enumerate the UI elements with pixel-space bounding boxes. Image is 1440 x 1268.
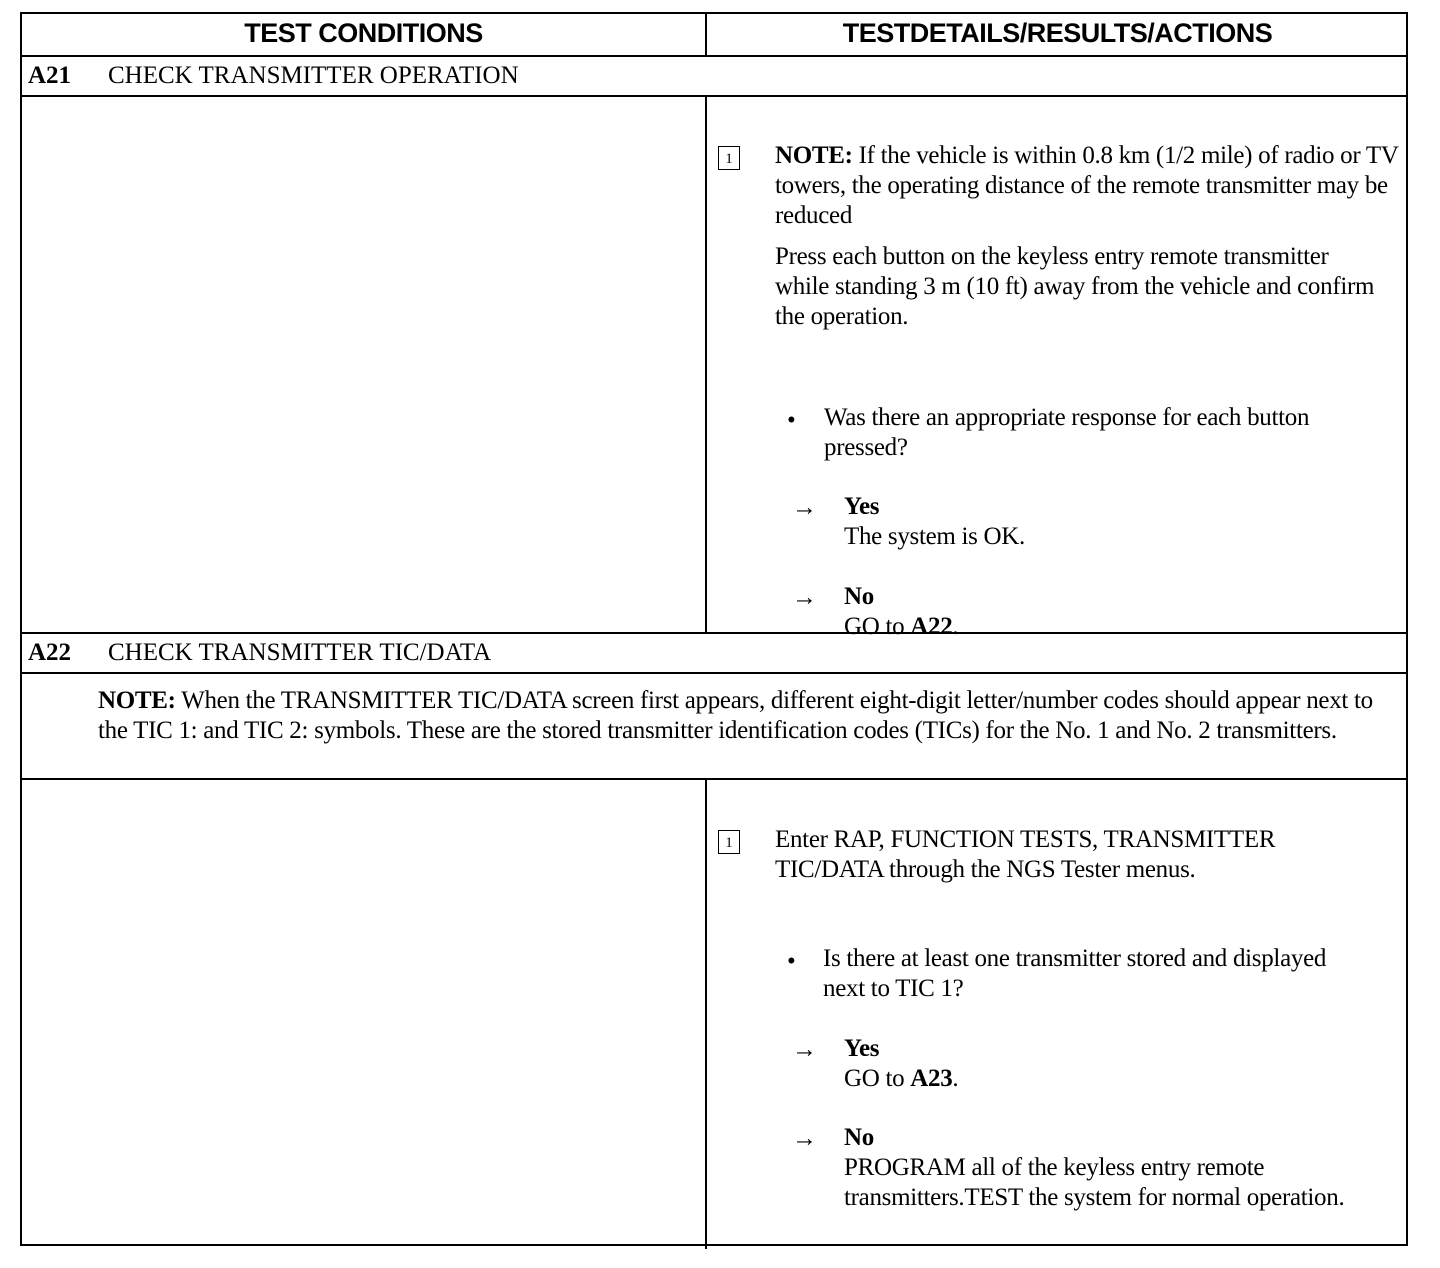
a22-question: Is there at least one transmitter stored and displayed next to TIC 1? [823, 945, 1327, 1002]
divider [705, 96, 707, 632]
arrow-icon: → [792, 1125, 817, 1152]
a21-yes [844, 492, 1025, 552]
no-text: GO to [844, 613, 911, 640]
section-title: CHECK TRANSMITTER OPERATION [108, 62, 519, 89]
arrow-icon: → [792, 584, 817, 611]
step-number-box: 1 [718, 146, 740, 170]
divider [22, 632, 1406, 634]
section-id: A21 [28, 62, 72, 89]
a22-instruction: Enter RAP, FUNCTION TESTS, TRANSMITTER TIC/DATA through the NGS Tester menus. [775, 826, 1276, 883]
step-number-box: 1 [718, 830, 740, 854]
a21-note [775, 141, 1405, 231]
no-label: No [844, 1124, 874, 1151]
yes-label: Yes [844, 1035, 880, 1062]
divider [705, 14, 707, 56]
yes-text: GO to [844, 1065, 911, 1092]
note-label: NOTE: [775, 142, 853, 169]
divider [22, 55, 1406, 57]
no-label: No [844, 583, 874, 610]
section-id: A22 [28, 639, 72, 666]
a22-no [844, 1123, 1394, 1213]
header-test-details: TESTDETAILS/RESULTS/ACTIONS [842, 18, 1273, 48]
yes-ref: A23 [910, 1065, 953, 1092]
arrow-icon: → [792, 494, 817, 521]
note-label: NOTE: [98, 687, 176, 714]
yes-label: Yes [844, 493, 880, 520]
yes-suffix: . [952, 1065, 959, 1092]
no-ref: A22 [910, 613, 953, 640]
test-table [20, 12, 1408, 1246]
a22-note [98, 686, 1388, 746]
section-title-a21 [28, 62, 519, 90]
section-title: CHECK TRANSMITTER TIC/DATA [108, 639, 492, 666]
divider [22, 95, 1406, 97]
a21-instruction: Press each button on the keyless entry remote transmitter while standing 3 m (10 ft) away from the vehicle and confirm the operation. [775, 243, 1375, 330]
no-suffix: . [952, 613, 959, 640]
a22-yes [844, 1034, 958, 1094]
note-text: When the TRANSMITTER TIC/DATA screen first appears, different eight-digit letter/number codes should appear next to the TIC 1: and TIC 2: symbols. These are the stored transmitter identification codes (TICs) for the No. 1 and No. 2 transmitters. [98, 687, 1373, 744]
bullet-icon: • [787, 948, 796, 975]
divider [22, 778, 1406, 780]
a21-question: Was there an appropriate response for each button pressed? [824, 404, 1310, 461]
yes-text: The system is OK. [844, 523, 1025, 550]
header-test-conditions: TEST CONDITIONS [244, 18, 483, 48]
divider [705, 779, 707, 1249]
divider [22, 672, 1406, 674]
no-text: PROGRAM all of the keyless entry remote transmitters.TEST the system for normal operation. [844, 1154, 1345, 1211]
section-title-a22 [28, 639, 491, 667]
note-text: If the vehicle is within 0.8 km (1/2 mile) of radio or TV towers, the operating distance of the remote transmitter may be reduced [775, 142, 1399, 229]
bullet-icon: • [787, 407, 796, 434]
arrow-icon: → [792, 1036, 817, 1063]
